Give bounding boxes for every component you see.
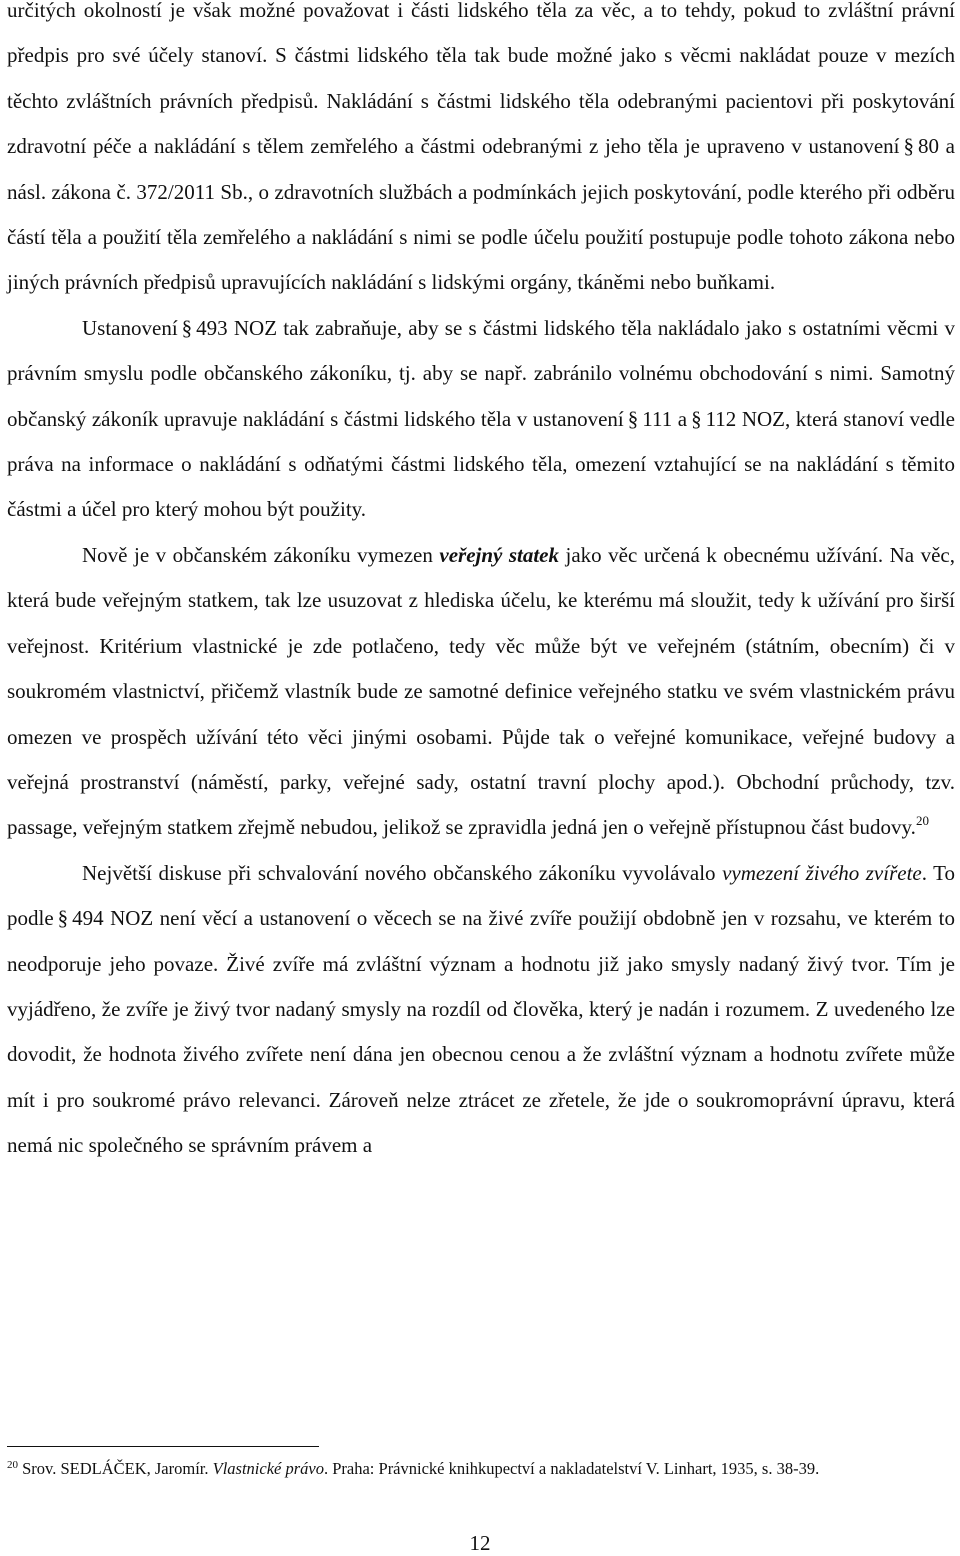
- footnote: [7, 1458, 955, 1480]
- section-sign: §: [691, 406, 702, 431]
- text-run: 112 NOZ, která stanoví vedle práva na informace o nakládání s odňatými částmi lidského těla, omezení vztahující se na nakládání s těmito částmi a účel pro který mohou být použity.: [7, 406, 955, 522]
- text-run: Největší diskuse při schvalování nového občanského zákoníku vyvolávalo: [82, 860, 723, 885]
- section-sign: §: [57, 906, 69, 931]
- book-title: Vlastnické právo: [212, 1459, 324, 1478]
- text-run: Nově je v občanském zákoníku vymezen: [82, 542, 440, 567]
- text-run: určitých okolností je však možné považovat i části lidského těla za věc, a to tehdy, pokud to zvláštní právní předpis pro své účely stanoví. S částmi lidského těla tak bude možné jako s věcmi nakládat pouze v mezích těchto zvláštních právních předpisů. Nakládání s částmi lidského těla odebranými pacientovi při poskytování zdravotní péče a nakládání s tělem zemřelého a částmi odebranými z jeho těla je upraveno v ustanovení: [7, 0, 955, 159]
- text-run: . To podle: [7, 860, 955, 931]
- body-text: [7, 0, 955, 1169]
- text-run: 493 NOZ tak zabraňuje, aby se s částmi lidského těla nakládalo jako s ostatními věcmi v právním smyslu podle občanského zákoníku, tj. aby se např. zabránilo volnému obchodování s nimi. Samotný občanský zákoník upravuje nakládání s částmi lidského těla v ustanovení: [7, 315, 955, 431]
- section-sign: §: [181, 315, 193, 340]
- text-run: . Praha: Právnické knihkupectví a nakladatelství V. Linhart, 1935, s. 38-39.: [323, 1459, 820, 1478]
- paragraph: [7, 0, 955, 306]
- text-run: Srov. SEDLÁČEK, Jaromír.: [18, 1459, 213, 1478]
- text-run: Ustanovení: [82, 315, 178, 340]
- footnote-separator: [7, 1446, 319, 1447]
- section-sign: §: [627, 406, 639, 431]
- text-run: jako věc určená k obecnému užívání. Na věc, která bude veřejným statkem, tak lze usuzovat z hlediska účelu, ke kterému má sloužit, tedy k užívání pro širší veřejnost. Kritérium vlastnické je zde potlačeno, tedy věc může být ve veřejném (státním, obecním) či v soukromém vlastnictví, přičemž vlastník bude ze samotné definice veřejného statku ve svém vlastnickém právu omezen ve prospěch užívání této věci jinými osobami. Půjde tak o veřejné komunikace, veřejné budovy a veřejná prostranství (náměstí, parky, veřejné sady, ostatní travní plochy apod.). Obchodní průchody, tzv. passage, veřejným statkem zřejmě nebudou, jelikož se zpravidla jedná jen o veřejně přístupnou část budovy.: [7, 542, 955, 840]
- paragraph: [7, 533, 955, 851]
- text-run: 494 NOZ není věcí a ustanovení o věcech se na živé zvíře použijí obdobně jen v rozsahu, ve kterém to neodporuje jeho povaze. Živé zvíře má zvláštní význam a hodnotu již jako smysly nadaný živý tvor. Tím je vyjádřeno, že zvíře je živý tvor nadaný smysly na rozdíl od člověka, který je nadán i rozumem. Z uvedeného lze dovodit, že hodnota živého zvířete není dána jen obecnou cenou a že zvláštní význam a hodnotu zvířete může mít i pro soukromé právo relevanci. Zároveň nelze ztrácet ze zřetele, že jde o soukromoprávní úpravu, která nemá nic společného se správním právem a: [7, 906, 955, 1158]
- term-living-animal: vymezení živého zvířete: [722, 860, 922, 885]
- paragraph: [7, 851, 955, 1169]
- page-number: 12: [469, 1531, 491, 1555]
- paragraph: [7, 306, 955, 533]
- footnote-reference[interactable]: 20: [915, 813, 929, 829]
- term-public-good: veřejný statek: [439, 542, 560, 567]
- text-run: 80 a násl. zákona č. 372/2011 Sb., o zdravotních službách a podmínkách jejich poskytování, podle kterého při odběru částí těla a použití těla zemřelého a nakládání s nimi se podle účelu použití postupuje podle tohoto zákona nebo jiných právních předpisů upravujících nakládání s lidskými orgány, tkáněmi nebo buňkami.: [7, 134, 955, 295]
- text-run: 111 a: [642, 406, 688, 431]
- footnote-number: 20: [7, 1459, 18, 1471]
- section-sign: §: [903, 134, 915, 159]
